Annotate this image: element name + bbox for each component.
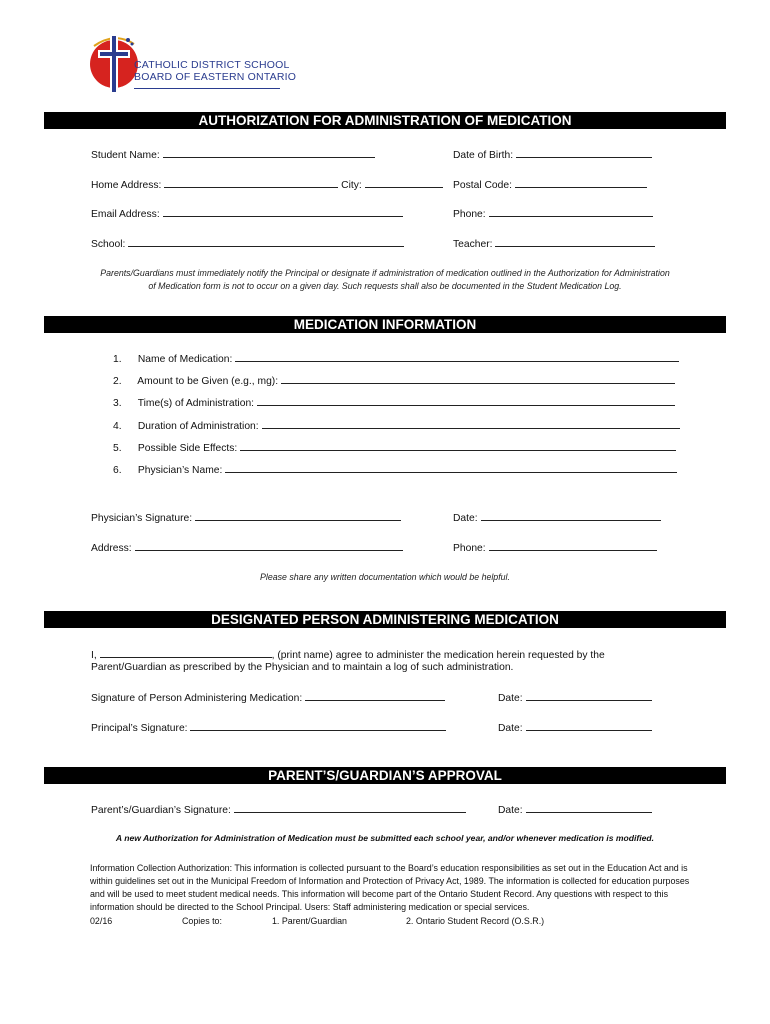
student-name-field[interactable] xyxy=(163,148,375,158)
medication-item xyxy=(113,352,679,365)
email-label: Email Address: xyxy=(91,209,160,220)
physician-date-field[interactable] xyxy=(481,511,661,521)
medication-item-label: Amount to be Given (e.g., mg): xyxy=(137,376,279,387)
principal-signature-label: Principal’s Signature: xyxy=(91,723,188,734)
phone-label: Phone: xyxy=(453,209,486,220)
designated-prefix: I, xyxy=(91,650,97,661)
parent-signature-field[interactable] xyxy=(234,803,466,813)
city-label: City: xyxy=(341,180,362,191)
copies-label: Copies to: xyxy=(182,916,222,926)
postal-code-field[interactable] xyxy=(515,178,647,188)
email-field[interactable] xyxy=(163,207,403,217)
physician-address-label: Address: xyxy=(91,543,132,554)
info-collection-paragraph: Information Collection Authorization: This information is collected pursuant to the Board’s education responsibilities as set out in the Education Act and is within guidelines set out in the Municipal Freedom of Information and Protection of Privacy Act, 1989. The information is collected for education purposes and will be used to meet student medical needs. This information will become part of the Ontario Student Record. Any questions with respect to this information should be directed to the School Principal. Users: Staff administering medication or special services. xyxy=(90,863,690,912)
designated-agreement-row xyxy=(91,648,605,661)
physician-address-field[interactable] xyxy=(135,541,403,551)
cross-emblem-icon xyxy=(88,28,138,98)
amount-field[interactable] xyxy=(281,374,675,384)
medication-item-number: 6. xyxy=(113,465,122,476)
city-field[interactable] xyxy=(365,178,443,188)
section-header-designated: DESIGNATED PERSON ADMINISTERING MEDICATION xyxy=(44,611,726,628)
administering-date-field[interactable] xyxy=(526,691,652,701)
duration-field[interactable] xyxy=(262,419,680,429)
logo-underline xyxy=(134,88,280,89)
print-name-field[interactable] xyxy=(100,648,272,658)
administering-signature-label: Signature of Person Administering Medication: xyxy=(91,693,303,704)
section-header-medication: MEDICATION INFORMATION xyxy=(44,316,726,333)
parent-notice: Parents/Guardians must immediately notify the Principal or designate if administration of medication outlined in the Authorization for Administration of Medication form is not to occur on a given day. Such requests shall also be documented in the Student Medication Log. xyxy=(100,268,670,291)
copy-parent: 1. Parent/Guardian xyxy=(272,916,347,926)
physician-address-row xyxy=(91,541,403,554)
parent-signature-label: Parent’s/Guardian’s Signature: xyxy=(91,805,231,816)
medication-item xyxy=(113,419,680,432)
side-effects-field[interactable] xyxy=(240,441,676,451)
principal-signature-field[interactable] xyxy=(190,721,446,731)
renewal-note: A new Authorization for Administration of Medication must be submitted each school year, and/or whenever medication is modified. xyxy=(115,833,655,843)
section-header-approval: PARENT’S/GUARDIAN’S APPROVAL xyxy=(44,767,726,784)
medication-item-label: Time(s) of Administration: xyxy=(137,398,255,409)
parent-date-field[interactable] xyxy=(526,803,652,813)
principal-date-row xyxy=(498,721,652,734)
parent-signature-row xyxy=(91,803,466,816)
principal-date-field[interactable] xyxy=(526,721,652,731)
physician-phone-row xyxy=(453,541,657,554)
board-name-line1: CATHOLIC DISTRICT SCHOOL xyxy=(134,59,290,71)
parent-date-row xyxy=(498,803,652,816)
email-row xyxy=(91,207,403,220)
school-label: School: xyxy=(91,239,126,250)
administering-signature-field[interactable] xyxy=(305,691,445,701)
medication-item xyxy=(113,441,676,454)
medication-item-number: 5. xyxy=(113,443,122,454)
physician-phone-field[interactable] xyxy=(489,541,657,551)
dob-label: Date of Birth: xyxy=(453,150,514,161)
physician-phone-label: Phone: xyxy=(453,543,486,554)
parent-date-label: Date: xyxy=(498,805,523,816)
phone-row xyxy=(453,207,653,220)
student-name-row xyxy=(91,148,375,161)
copy-osr: 2. Ontario Student Record (O.S.R.) xyxy=(406,916,545,926)
teacher-field[interactable] xyxy=(495,237,655,247)
designated-line2: Parent/Guardian as prescribed by the Physician and to maintain a log of such administration. xyxy=(91,662,514,673)
physician-date-label: Date: xyxy=(453,513,478,524)
phone-field[interactable] xyxy=(489,207,653,217)
physician-signature-label: Physician’s Signature: xyxy=(91,513,193,524)
share-note: Please share any written documentation which would be helpful. xyxy=(260,572,510,582)
home-address-row xyxy=(91,178,443,191)
medication-item xyxy=(113,374,675,387)
principal-signature-row xyxy=(91,721,446,734)
time-field[interactable] xyxy=(257,396,675,406)
home-address-label: Home Address: xyxy=(91,180,162,191)
principal-date-label: Date: xyxy=(498,723,523,734)
medication-item-number: 2. xyxy=(113,376,122,387)
administering-date-label: Date: xyxy=(498,693,523,704)
medication-item-number: 4. xyxy=(113,421,122,432)
physician-signature-field[interactable] xyxy=(195,511,401,521)
physician-date-row xyxy=(453,511,661,524)
administering-date-row xyxy=(498,691,652,704)
medication-item xyxy=(113,463,677,476)
medication-item-number: 1. xyxy=(113,354,122,365)
administering-signature-row xyxy=(91,691,445,704)
agreement-text: , (print name) agree to administer the medication herein requested by the xyxy=(271,650,605,661)
medication-item-label: Physician’s Name: xyxy=(137,465,223,476)
dob-row xyxy=(453,148,652,161)
board-name-line2: BOARD OF EASTERN ONTARIO xyxy=(134,71,297,83)
dob-field[interactable] xyxy=(516,148,652,158)
medication-item-number: 3. xyxy=(113,398,122,409)
form-code: 02/16 xyxy=(90,916,113,926)
school-row xyxy=(91,237,404,250)
board-logo xyxy=(88,28,297,98)
postal-code-row xyxy=(453,178,647,191)
physician-signature-row xyxy=(91,511,401,524)
section-header-authorization: AUTHORIZATION FOR ADMINISTRATION OF MEDICATION xyxy=(44,112,726,129)
medication-item xyxy=(113,396,675,409)
home-address-field[interactable] xyxy=(164,178,338,188)
teacher-label: Teacher: xyxy=(453,239,493,250)
medication-item-label: Name of Medication: xyxy=(137,354,233,365)
student-name-label: Student Name: xyxy=(91,150,160,161)
physician-name-field[interactable] xyxy=(225,463,677,473)
medication-name-field[interactable] xyxy=(235,352,679,362)
medication-item-label: Possible Side Effects: xyxy=(137,443,238,454)
medication-item-label: Duration of Administration: xyxy=(137,421,259,432)
postal-code-label: Postal Code: xyxy=(453,180,512,191)
school-field[interactable] xyxy=(128,237,404,247)
teacher-row xyxy=(453,237,655,250)
